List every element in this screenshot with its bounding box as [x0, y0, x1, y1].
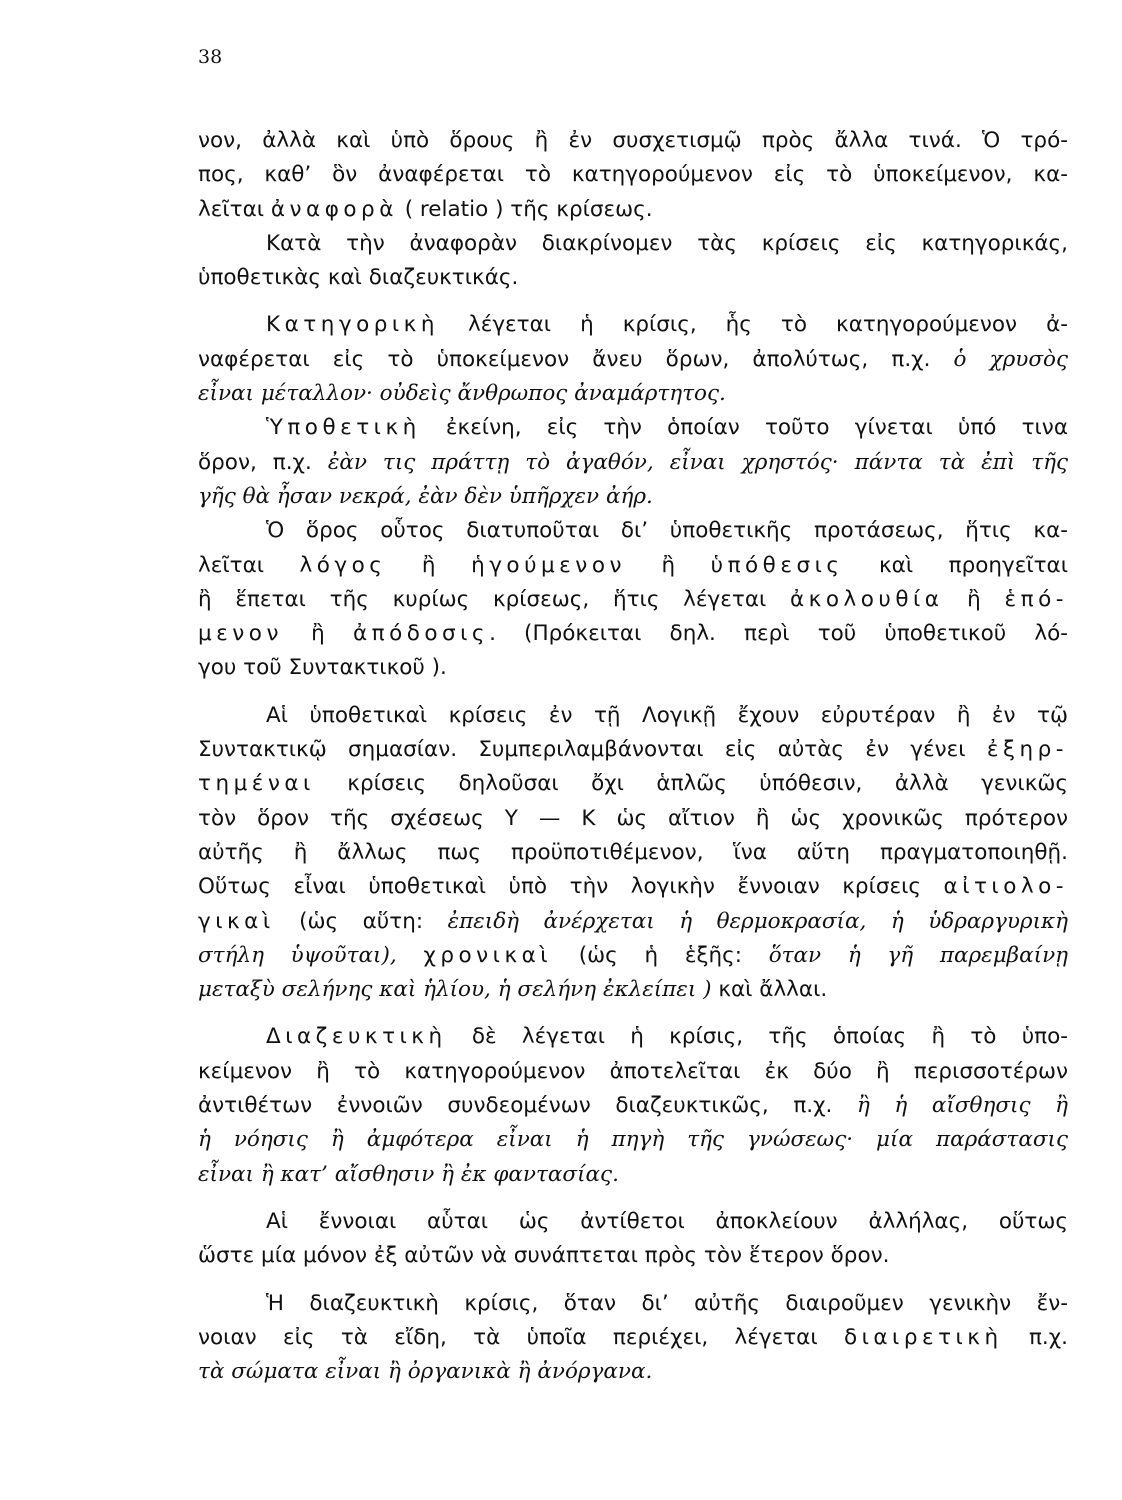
page-number: 38 [198, 46, 223, 68]
text-run: ναφέρεται εἰς τὸ ὑποκείμενον ἄνευ ὅρων, ἀπολύτως, π.χ. [198, 346, 954, 372]
text-run: ἐκείνη, εἰς τὴν ὁποίαν τοῦτο γίνεται ὑπό τινα [420, 415, 1068, 441]
text-line [198, 1287, 1068, 1321]
text-run: Συντακτικῷ σημασίαν. Συμπεριλαμβάνονται εἰς αὐτὰς ἐν γένει [198, 737, 987, 763]
text-line [198, 1055, 1068, 1089]
text-run: π.χ. [1002, 1324, 1068, 1350]
text-line [198, 836, 1068, 870]
text-line [198, 343, 1068, 377]
text-line [198, 446, 1068, 480]
italic-example: ἡ νόησις ἢ ἀμφότερα εἶναι ἡ πηγὴ τῆς γνώσεως· μία παράστασις [198, 1127, 1068, 1153]
text-line [198, 124, 1068, 158]
text-body [198, 124, 1068, 1389]
text-line [198, 1205, 1068, 1239]
text-line [198, 1239, 1068, 1273]
italic-example: εἶναι ἢ κατ’ αἴσθησιν ἢ ἐκ φαντασίας. [198, 1161, 619, 1187]
text-run: ὅρον, π.χ. [198, 449, 328, 475]
text-line [198, 261, 1068, 295]
text-run: Κατὰ τὴν ἀναφορὰν διακρίνομεν τὰς κρίσεις εἰς κατηγορικάς, [266, 230, 1068, 256]
text-line [198, 1158, 1068, 1192]
italic-example: ἐὰν τις πράττῃ τὸ ἀγαθόν, εἶναι χρηστός· πάντα τὰ ἐπὶ τῆς [327, 449, 1068, 475]
text-line [198, 549, 1068, 583]
text-run: νοιαν εἰς τὰ εἴδη, τὰ ὑποῖα περιέχει, λέγεται [198, 1324, 844, 1350]
text-line [198, 973, 1068, 1007]
text-line [198, 939, 1068, 973]
text-run: ἢ ἕπεται τῆς κυρίως κρίσεως, ἥτις λέγεται [198, 586, 790, 612]
text-run: τὸν ὅρον τῆς σχέσεως Υ — Κ ὡς αἴτιον ἢ ὡς χρονικῶς πρότερον [198, 805, 1068, 831]
text-line [198, 377, 1068, 411]
text-run: ( relatio ) τῆς κρίσεως. [397, 196, 653, 222]
spaced-term: ἀκολουθία [790, 586, 944, 612]
italic-example: γῆς θὰ ἦσαν νεκρά, ἐὰν δὲν ὑπῆρχεν ἀήρ. [198, 483, 653, 509]
spaced-term: μενον [198, 621, 283, 647]
spaced-term: λόγος [299, 552, 387, 578]
spaced-term: ἑπό- [1004, 586, 1068, 612]
text-run: ἢ [386, 552, 472, 578]
text-run: Οὕτως εἶναι ὑποθετικαὶ ὑπὸ τὴν λογικὴν ἔννοιαν κρίσεις [198, 874, 944, 900]
text-line [198, 870, 1068, 904]
text-line [198, 767, 1068, 801]
spaced-term: ὑπόθεσις [710, 552, 844, 578]
text-run: πος, καθ’ ὃν ἀναφέρεται τὸ κατηγορούμενον εἰς τὸ ὑποκείμενον, κα- [198, 162, 1068, 188]
text-line [198, 1321, 1068, 1355]
text-run [397, 943, 424, 968]
text-run: Αἱ ὑποθετικαὶ κρίσεις ἐν τῇ Λογικῇ ἔχουν εὐρυτέραν ἢ ἐν τῷ [266, 702, 1068, 728]
text-line [198, 699, 1068, 733]
text-run: ἢ [943, 586, 1005, 612]
spaced-term: τημέναι [198, 771, 315, 797]
text-run: κρίσεις δηλοῦσαι ὄχι ἁπλῶς ὑπόθεσιν, ἀλλὰ γενικῶς [314, 771, 1068, 797]
text-run: . (Πρόκειται δηλ. περὶ τοῦ ὑποθετικοῦ λό- [489, 621, 1068, 647]
italic-example: ἐπειδὴ ἀνέρχεται ἡ θερμοκρασία, ἡ ὑδραργυρικὴ [447, 908, 1068, 934]
text-run: δὲ λέγεται ἡ κρίσις, τῆς ὁποίας ἢ τὸ ὑπο- [446, 1024, 1068, 1050]
text-line [198, 308, 1068, 342]
italic-example: εἶναι μέταλλον· οὐδεὶς ἄνθρωπος ἀναμάρτητος. [198, 381, 726, 407]
text-run: Ἡ διαζευκτικὴ κρίσις, ὅταν δι’ αὐτῆς διαιροῦμεν γενικὴν ἔν- [266, 1290, 1068, 1316]
spaced-term: γικαὶ [198, 908, 275, 934]
text-line [198, 651, 1068, 685]
spaced-term: Ὑποθετικὴ [266, 415, 421, 441]
spaced-term: ἡγούμενον [471, 552, 626, 578]
italic-example: ὅταν ἡ γῆ παρεμβαίνῃ [768, 942, 1068, 968]
text-line [198, 1089, 1068, 1123]
text-line [198, 227, 1068, 261]
spaced-term: Διαζευκτικὴ [266, 1024, 447, 1050]
italic-example: τὰ σώματα εἶναι ἢ ὀργανικὰ ἢ ἀνόργανα. [198, 1359, 653, 1385]
text-line [198, 411, 1068, 445]
text-run: ἢ [625, 552, 711, 578]
text-line [198, 480, 1068, 514]
text-line [198, 1020, 1068, 1054]
text-line [198, 193, 1068, 227]
text-line [198, 514, 1068, 548]
text-run: ἢ [282, 621, 353, 647]
text-run: καὶ προηγεῖται [843, 552, 1068, 578]
italic-example: ὁ χρυσὸς [953, 346, 1068, 372]
text-run: λεῖται [198, 552, 300, 578]
spaced-term: ἀπόδοσις [352, 621, 490, 647]
text-run: λέγεται ἡ κρίσις, ἧς τὸ κατηγορούμενον ἀ- [438, 312, 1068, 338]
text-run: Αἱ ἔννοιαι αὗται ὡς ἀντίθετοι ἀποκλείουν ἀλλήλας, οὕτως [266, 1208, 1068, 1234]
text-line [198, 802, 1068, 836]
text-run: καὶ ἄλλαι. [711, 977, 828, 1003]
text-line [198, 583, 1068, 617]
text-run: κείμενον ἢ τὸ κατηγορούμενον ἀποτελεῖται ἐκ δύο ἢ περισσοτέρων [198, 1058, 1068, 1084]
text-run: (ὡς αὕτη: [274, 908, 448, 934]
spaced-term: διαιρετικὴ [843, 1324, 1003, 1350]
text-line [198, 905, 1068, 939]
spaced-term: χρονικαὶ [423, 942, 553, 968]
text-run: ἀντιθέτων ἐννοιῶν συνδεομένων διαζευκτικῶς, π.χ. [198, 1093, 857, 1119]
text-run: νον, ἀλλὰ καὶ ὑπὸ ὅρους ἢ ἐν συσχετισμῷ πρὸς ἄλλα τινά. Ὁ τρό- [198, 128, 1068, 153]
text-run: αὐτῆς ἢ ἄλλως πως προϋποτιθέμενον, ἵνα αὕτη πραγματοποιηθῇ. [198, 839, 1068, 865]
text-line [198, 617, 1068, 651]
spaced-term: ἀναφορὰ [270, 196, 398, 222]
spaced-term: ἐξηρ- [986, 737, 1068, 763]
text-line [198, 1355, 1068, 1389]
spaced-term: αἰτιολο- [943, 874, 1068, 900]
text-run: Ὁ ὅρος οὗτος διατυποῦται δι’ ὑποθετικῆς προτάσεως, ἥτις κα- [266, 518, 1068, 544]
text-run: γου τοῦ Συντακτικοῦ ). [198, 655, 447, 681]
text-line [198, 1123, 1068, 1157]
text-run: (ὡς ἡ ἑξῆς: [552, 942, 769, 968]
text-run: λεῖται [198, 196, 271, 222]
italic-example: ἢ ἡ αἴσθησις ἢ [856, 1093, 1068, 1119]
italic-example: μεταξὺ σελήνης καὶ ἡλίου, ἡ σελήνη ἐκλείπει ) [198, 977, 712, 1003]
text-line [198, 158, 1068, 192]
text-line [198, 733, 1068, 767]
italic-example: στήλη ὑψοῦται), [198, 942, 397, 968]
spaced-term: Κατηγορικὴ [266, 312, 439, 338]
text-run: ὥστε μία μόνον ἐξ αὐτῶν νὰ συνάπτεται πρὸς τὸν ἕτερον ὅρον. [198, 1243, 890, 1269]
text-run: ὑποθετικὰς καὶ διαζευκτικάς. [198, 265, 519, 291]
